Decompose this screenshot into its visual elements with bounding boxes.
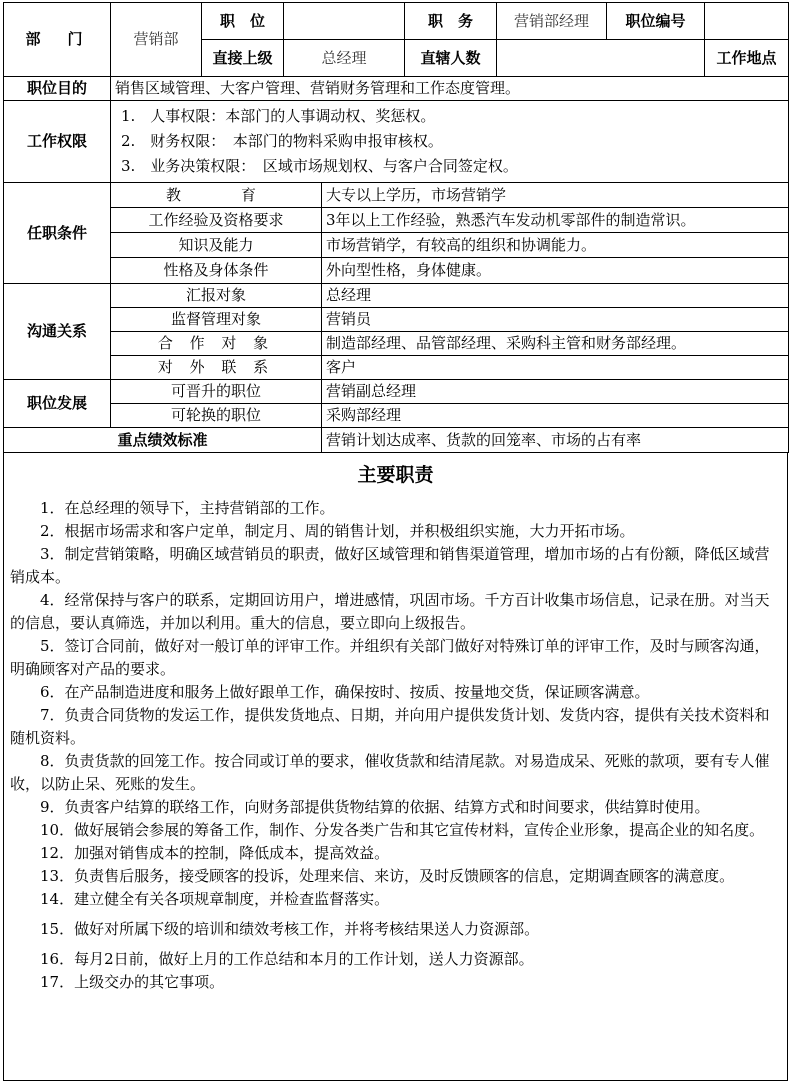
- position-label: 职 位: [202, 3, 284, 40]
- duty-item: 17．上级交办的其它事项。: [40, 973, 225, 991]
- job-description-page: [3, 2, 788, 1086]
- subordinates-value: [497, 40, 705, 77]
- duty-item: 6．在产品制造进度和服务上做好跟单工作，确保按时、按质、按量地交货，保证顾客满意。: [40, 683, 650, 701]
- job-info-table: [3, 2, 789, 453]
- development-value: 营销副总经理: [322, 380, 789, 404]
- dept-value: 营销部: [111, 3, 202, 77]
- kpi-value: 营销计划达成率、货款的回笼率、市场的占有率: [322, 428, 789, 453]
- code-value: [705, 3, 789, 40]
- duty-item: 3．制定营销策略，明确区域营销员的职责，做好区域管理和销售渠道管理，增加市场的占有份额，降低区域营销成本。: [10, 545, 770, 586]
- communication-key: 汇报对象: [111, 284, 322, 308]
- duty-item: 8．负责货款的回笼工作。按合同或订单的要求，催收货款和结清尾款。对易造成呆、死账的款项，要有专人催收，以防止呆、死账的发生。: [10, 752, 770, 793]
- duty-item: 4．经常保持与客户的联系，定期回访用户，增进感情，巩固市场。千方百计收集市场信息，记录在册。对当天的信息，要认真筛选，并加以利用。重大的信息，要立即向上级报告。: [10, 591, 770, 632]
- title-label: 职 务: [405, 3, 497, 40]
- dept-label: 部 门: [4, 3, 111, 77]
- qualification-value: 市场营销学，有较高的组织和协调能力。: [322, 233, 789, 258]
- duty-item: 9．负责客户结算的联络工作，向财务部提供货物结算的依据、结算方式和时间要求，供结算时使用。: [40, 798, 710, 816]
- duties-title: 主要职责: [357, 464, 434, 486]
- duty-item: 15．做好对所属下级的培训和绩效考核工作，并将考核结果送人力资源部。: [40, 920, 540, 938]
- main-duties-section: [3, 453, 788, 1081]
- duty-item: 16．每月2日前，做好上月的工作总结和本月的工作计划，送人力资源部。: [40, 950, 534, 968]
- location-label: 工作地点: [705, 40, 789, 77]
- authority-label: 工作权限: [4, 101, 111, 183]
- duty-item: 10．做好展销会参展的筹备工作，制作、分发各类广告和其它宣传材料，宣传企业形象，提高企业的知名度。: [40, 821, 765, 839]
- communication-value: 客户: [322, 356, 789, 380]
- duty-item: 13．负责售后服务，接受顾客的投诉，处理来信、来访，及时反馈顾客的信息，定期调查顾客的满意度。: [40, 867, 735, 885]
- qualification-value: 外向型性格，身体健康。: [322, 258, 789, 284]
- duty-item: 14．建立健全有关各项规章制度，并检查监督落实。: [40, 890, 390, 908]
- supervisor-label: 直接上级: [202, 40, 284, 77]
- qualification-key: 知识及能力: [111, 233, 322, 258]
- purpose-text: 销售区域管理、大客户管理、营销财务管理和工作态度管理。: [111, 77, 789, 101]
- development-label: 职位发展: [4, 380, 111, 428]
- communication-key: 对 外 联 系: [111, 356, 322, 380]
- kpi-label: 重点绩效标准: [4, 428, 322, 453]
- duty-item: 12．加强对销售成本的控制，降低成本，提高效益。: [40, 844, 390, 862]
- development-key: 可轮换的职位: [111, 404, 322, 428]
- supervisor-value: 总经理: [284, 40, 405, 77]
- purpose-label: 职位目的: [4, 77, 111, 101]
- qualification-key: 性格及身体条件: [111, 258, 322, 284]
- duty-item: 1．在总经理的领导下，主持营销部的工作。: [40, 499, 335, 517]
- title-value: 营销部经理: [497, 3, 607, 40]
- subordinates-label: 直辖人数: [405, 40, 497, 77]
- authority-list: [111, 101, 789, 183]
- authority-item: 3. 业务决策权限： 区域市场规划权、与客户合同签定权。: [121, 157, 518, 175]
- qualification-value: 大专以上学历，市场营销学: [322, 183, 789, 208]
- duty-item: 2．根据市场需求和客户定单，制定月、周的销售计划，并积极组织实施，大力开拓市场。: [40, 522, 635, 540]
- communication-value: 营销员: [322, 308, 789, 332]
- authority-item: 2. 财务权限： 本部门的物料采购申报审核权。: [121, 132, 443, 150]
- development-value: 采购部经理: [322, 404, 789, 428]
- communication-value: 总经理: [322, 284, 789, 308]
- communication-key: 监督管理对象: [111, 308, 322, 332]
- qualification-key: 教 育: [111, 183, 322, 208]
- communication-label: 沟通关系: [4, 284, 111, 380]
- position-value: [284, 3, 405, 40]
- duty-item: 7．负责合同货物的发运工作，提供发货地点、日期，并向用户提供发货计划、发货内容，提供有关技术资料和随机资料。: [10, 706, 770, 747]
- communication-value: 制造部经理、品管部经理、采购科主管和财务部经理。: [322, 332, 789, 356]
- development-key: 可晋升的职位: [111, 380, 322, 404]
- communication-key: 合 作 对 象: [111, 332, 322, 356]
- qualifications-label: 任职条件: [4, 183, 111, 284]
- duty-item: 5．签订合同前，做好对一般订单的评审工作。并组织有关部门做好对特殊订单的评审工作，及时与顾客沟通，明确顾客对产品的要求。: [10, 637, 770, 678]
- authority-item: 1. 人事权限：本部门的人事调动权、奖惩权。: [121, 107, 436, 125]
- qualification-key: 工作经验及资格要求: [111, 208, 322, 233]
- qualification-value: 3年以上工作经验，熟悉汽车发动机零部件的制造常识。: [322, 208, 789, 233]
- code-label: 职位编号: [607, 3, 705, 40]
